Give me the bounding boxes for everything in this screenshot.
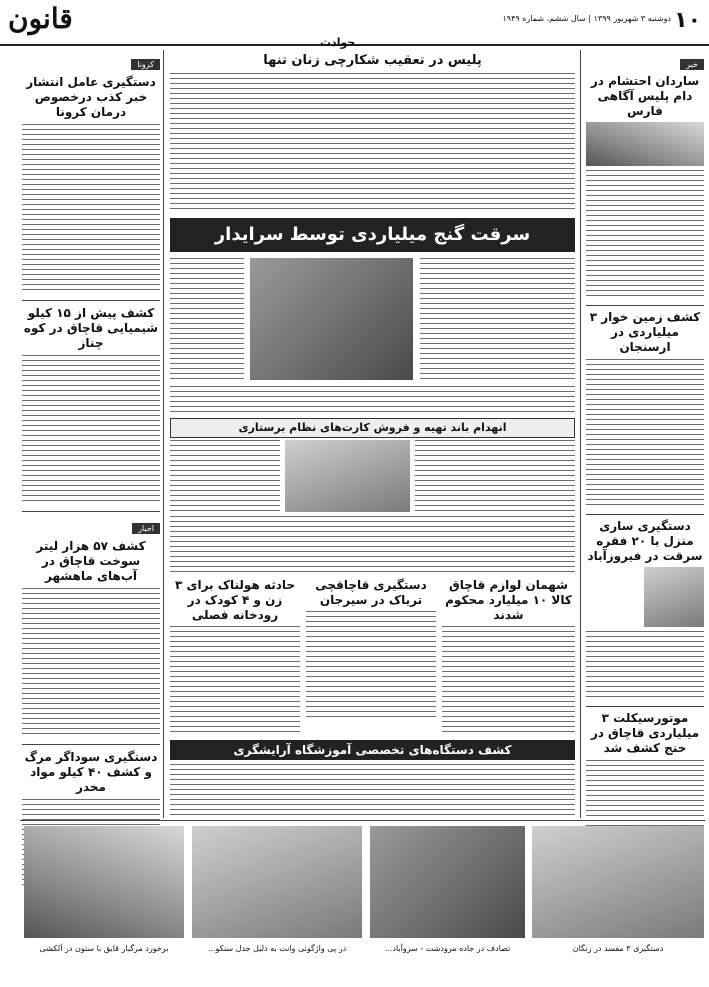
bottom-headline-banner: کشف دستگاه‌های تخصصی آموزشگاه آرایشگری <box>170 740 575 760</box>
main-headline-banner: سرقت گنج میلیاردی توسط سرایدار <box>170 218 575 252</box>
crash-photo <box>370 826 525 938</box>
story-body <box>170 258 244 380</box>
newspaper-logo: قانون <box>8 2 73 35</box>
story-body <box>306 611 436 719</box>
story-body <box>170 516 575 572</box>
dateline: دوشنبه ۳ شهریور ۱۳۹۹ | سال ششم، شماره ۱۹۴۹ <box>502 14 671 23</box>
photo-caption: برخورد مرگبار قایق با ستون در آلکشی <box>39 944 169 953</box>
story-headline: کشف زمین خوار ۳ میلیاردی در ارسنجان <box>589 310 701 354</box>
main-story-photo <box>250 258 413 380</box>
photo-caption: در پی واژگونی وانت به دلیل جدل سنکو... <box>207 944 347 953</box>
boat-photo <box>24 826 184 938</box>
section-tag: خبر <box>680 59 704 70</box>
photo-caption: تصادف در جاده مرودشت - سروآباد... <box>384 944 511 953</box>
photo-caption: دستگیری ۳ مفسد در زنگان <box>572 944 664 953</box>
story-headline: کشف ۵۷ هزار لیتر سوخت قاچاق در آب‌های ماهشهر <box>36 539 146 583</box>
story-body <box>586 631 704 701</box>
story-headline: حادثه هولناک برای ۳ زن و ۴ کودک در رودخانه فصلی <box>174 578 296 622</box>
suspects-photo <box>586 122 704 166</box>
story-headline: دستگیری سوداگر مرگ و کشف ۴۰ کیلو مواد مخدر <box>24 750 158 794</box>
story-body <box>170 386 575 414</box>
story-body <box>170 73 575 213</box>
center-top-story <box>170 52 575 213</box>
story-body <box>170 626 300 734</box>
section-tag: کرونا <box>131 59 160 70</box>
arrest-photo <box>285 440 410 512</box>
left-column <box>22 52 160 889</box>
story-body <box>415 440 575 512</box>
house-photo <box>644 567 704 627</box>
story-headline: ساردان احتشام در دام پلیس آگاهی فارس <box>590 74 700 118</box>
story-body <box>22 124 160 294</box>
story-headline: پلیس در تعقیب شکارچی زنان تنها <box>263 53 482 68</box>
center-story-c <box>442 578 575 734</box>
story-body <box>22 588 160 738</box>
page-number: ۱۰ <box>674 8 701 33</box>
center-story-a <box>170 578 300 734</box>
story-headline: شهمان لوازم قاچاق کالا ۱۰ میلیارد محکوم شدند <box>445 578 572 622</box>
ambulance-photo <box>192 826 362 938</box>
masthead <box>0 0 709 49</box>
section-tag: اخبار <box>132 523 160 534</box>
story-headline: دستگیری عامل انتشار خبر کذب درخصوص درمان کرونا <box>26 75 156 119</box>
column-divider <box>580 50 581 818</box>
second-headline-banner: انهدام باند تهیه و فروش کارت‌های نظام برستاری <box>170 418 575 438</box>
story-headline: دستگیری قاچاقچی تریاک در سیرجان <box>315 578 427 607</box>
story-body <box>420 258 575 380</box>
story-body <box>170 764 575 816</box>
story-headline: موتورسیکلت ۳ میلیاردی قاچاق در خنج کشف شد <box>590 711 700 755</box>
story-body <box>170 440 280 512</box>
section-title: حوادث <box>320 36 356 49</box>
story-body <box>586 359 704 509</box>
vehicle-photo <box>532 826 704 938</box>
story-headline: دستگیری ساری منزل با ۲۰ فقره سرقت در فیروزآباد <box>587 519 703 563</box>
story-body <box>442 626 575 734</box>
right-column <box>586 52 704 880</box>
story-body <box>586 170 704 300</box>
center-story-b <box>306 578 436 719</box>
column-divider <box>163 50 164 818</box>
story-body <box>22 355 160 505</box>
story-headline: کشف پیش از ۱۵ کیلو شیمیایی قاچاق در کوه چناز <box>23 306 159 350</box>
